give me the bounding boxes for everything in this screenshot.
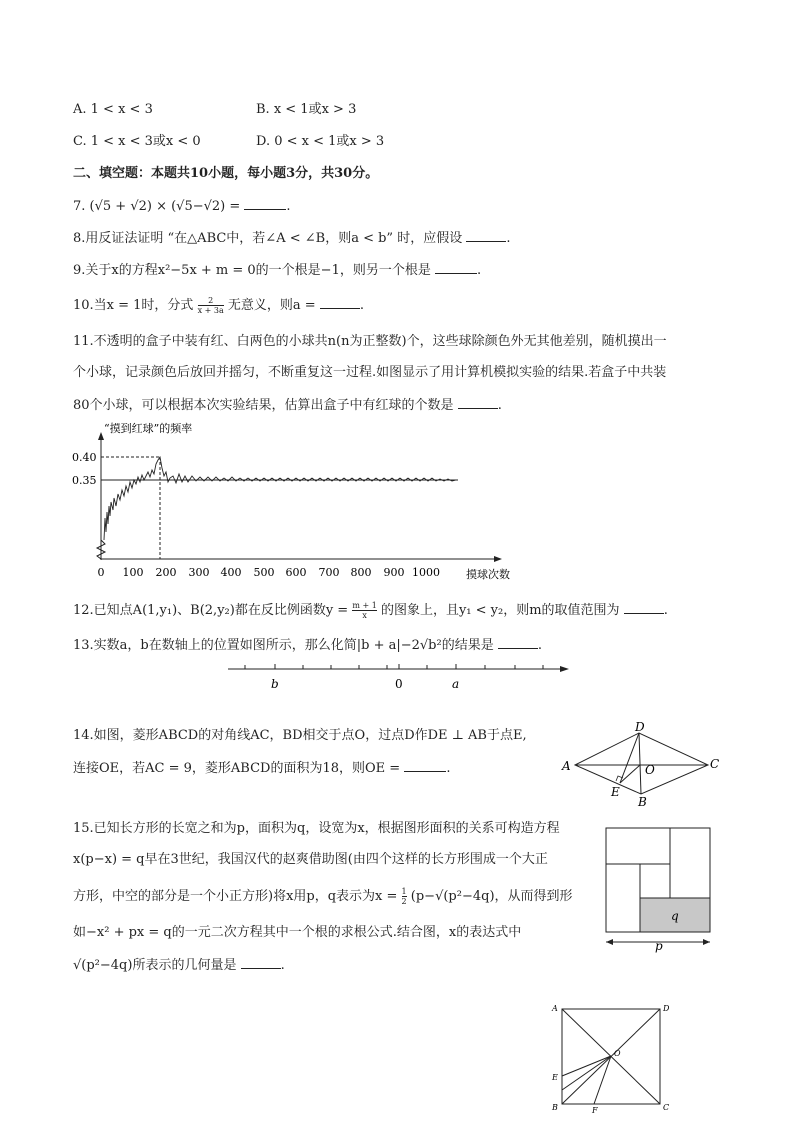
label-e: E bbox=[611, 785, 620, 799]
question-11-line-1: 11.不透明的盒子中装有红、白两色的小球共n(n为正整数)个，这些球除颜色外无其他差别，随机摸出一 bbox=[73, 334, 667, 349]
answer-blank bbox=[624, 601, 664, 614]
question-14-text: 连接OE，若AC = 9，菱形ABCD的面积为18，则OE = bbox=[73, 761, 401, 776]
y-axis-title: “摸到红球”的频率 bbox=[104, 422, 193, 435]
question-11-text: 80个小球，可以根据本次实验结果，估算出盒子中有红球的个数是 bbox=[73, 398, 454, 413]
question-12-text-b: 的图象上，且y₁ < y₂，则m的取值范围为 bbox=[380, 603, 620, 618]
question-15-line-3 bbox=[73, 887, 573, 906]
segment-de bbox=[620, 733, 639, 783]
question-15-line-5: √(p²−4q)所表示的几何量是 . bbox=[73, 958, 285, 973]
answer-blank bbox=[435, 261, 477, 274]
label-e: E bbox=[552, 1073, 558, 1082]
question-10-text-a: 10.当x = 1时，分式 bbox=[73, 298, 194, 313]
fraction-denominator: x bbox=[362, 611, 367, 620]
label-c: C bbox=[710, 757, 720, 771]
question-9-text: 9.关于x的方程x²−5x + m = 0的一个根是−1，则另一个根是 bbox=[73, 263, 431, 278]
question-15-text-a: 方形，中空的部分是一个小正方形)将x用p，q表示为x = bbox=[73, 889, 398, 904]
fraction bbox=[352, 601, 376, 620]
option-c: C. 1 < x < 3或x < 0 bbox=[73, 134, 201, 149]
question-7: 7. (√5 + √2) × (√5−√2) = . bbox=[73, 199, 291, 214]
x-tick-600: 600 bbox=[285, 566, 307, 579]
question-11-line-2: 个小球，记录颜色后放回并摇匀，不断重复这一过程.如图显示了用计算机模拟实验的结果.若盒子中共装 bbox=[73, 365, 667, 380]
question-13-text: 13.实数a，b在数轴上的位置如图所示，那么化简|b + a|−2√b²的结果是 bbox=[73, 638, 494, 653]
fraction-denominator: 2 bbox=[401, 897, 407, 906]
question-15-text: √(p²−4q)所表示的几何量是 bbox=[73, 958, 237, 973]
question-15-text-b: (p−√(p²−4q)，从而得到形 bbox=[410, 889, 573, 904]
label-zero: 0 bbox=[395, 677, 403, 691]
label-b: B bbox=[552, 1103, 558, 1112]
number-line-arrow bbox=[560, 666, 569, 672]
answer-blank bbox=[498, 636, 538, 649]
frequency-curve bbox=[104, 457, 456, 540]
x-tick-900: 900 bbox=[383, 566, 405, 579]
label-a: A bbox=[562, 759, 571, 773]
label-d: D bbox=[663, 1004, 670, 1013]
label-a: a bbox=[452, 677, 460, 691]
question-15-line-1: 15.已知长方形的长宽之和为p，面积为q，设宽为x，根据图形面积的关系可构造方程 bbox=[73, 821, 560, 836]
label-b: B bbox=[638, 795, 647, 806]
fraction-numerator: 1 bbox=[401, 887, 407, 896]
number-line-ticks bbox=[245, 664, 543, 669]
square-figure bbox=[548, 1000, 678, 1115]
question-14-line-2: 连接OE，若AC = 9，菱形ABCD的面积为18，则OE = . bbox=[73, 761, 451, 776]
label-a: A bbox=[552, 1004, 558, 1013]
label-b: b bbox=[271, 677, 279, 691]
option-a: A. 1 < x < 3 bbox=[73, 102, 153, 117]
x-axis-title: 摸球次数 bbox=[466, 568, 510, 581]
question-14-line-1: 14.如图，菱形ABCD的对角线AC，BD相交于点O，过点D作DE ⊥ AB于点E, bbox=[73, 728, 527, 743]
x-tick-1000: 1000 bbox=[412, 566, 440, 579]
fraction-denominator: x + 3a bbox=[197, 306, 224, 315]
number-line bbox=[225, 660, 575, 692]
x-tick-100: 100 bbox=[122, 566, 144, 579]
fraction bbox=[198, 296, 224, 315]
question-11-line-3: 80个小球，可以根据本次实验结果，估算出盒子中有红球的个数是 . bbox=[73, 398, 502, 413]
question-8-text: 8.用反证法证明 “在△ABC中，若∠A < ∠B，则a < b” 时，应假设 bbox=[73, 231, 463, 246]
question-12-text-a: 12.已知点A(1,y₁)、B(2,y₂)都在反比例函数y = bbox=[73, 603, 349, 618]
arrow-right bbox=[703, 939, 710, 945]
x-tick-0: 0 bbox=[97, 566, 105, 579]
label-q: q bbox=[671, 909, 679, 923]
x-tick-300: 300 bbox=[188, 566, 210, 579]
label-p: p bbox=[655, 939, 663, 953]
answer-blank bbox=[458, 396, 498, 409]
answer-blank bbox=[244, 197, 286, 210]
answer-blank bbox=[404, 759, 446, 772]
x-tick-800: 800 bbox=[350, 566, 372, 579]
rhombus-figure bbox=[558, 720, 728, 806]
rhombus-abcd bbox=[575, 733, 708, 794]
question-8: 8.用反证法证明 “在△ABC中，若∠A < ∠B，则a < b” 时，应假设 . bbox=[73, 231, 511, 246]
question-9: 9.关于x的方程x²−5x + m = 0的一个根是−1，则另一个根是 . bbox=[73, 263, 482, 278]
section-heading: 二、填空题：本题共10小题，每小题3分，共30分。 bbox=[73, 166, 379, 181]
option-b: B. x < 1或x > 3 bbox=[256, 102, 357, 117]
answer-blank bbox=[466, 229, 506, 242]
segment-of bbox=[594, 1056, 611, 1104]
label-o: O bbox=[645, 763, 655, 777]
frequency-graph bbox=[68, 420, 538, 585]
label-c: C bbox=[663, 1103, 670, 1112]
answer-blank bbox=[320, 296, 360, 309]
x-tick-500: 500 bbox=[253, 566, 275, 579]
answer-blank bbox=[241, 956, 281, 969]
fraction-numerator: m + 1 bbox=[352, 601, 377, 610]
option-d: D. 0 < x < 1或x > 3 bbox=[256, 134, 385, 149]
question-13: 13.实数a，b在数轴上的位置如图所示，那么化简|b + a|−2√b²的结果是 . bbox=[73, 638, 542, 653]
question-15-line-2: x(p−x) = q早在3世纪，我国汉代的赵爽借助图(由四个这样的长方形围成一个大正 bbox=[73, 852, 548, 867]
fraction-numerator: 2 bbox=[198, 296, 224, 306]
question-12: 12.已知点A(1,y₁)、B(2,y₂)都在反比例函数y = $\frac{m + 1}{x}$ 的图象上，且y₁ < y₂，则m的取值范围为 . bbox=[73, 601, 668, 620]
diagonal-bd bbox=[639, 733, 641, 794]
question-15-line-4: 如−x² + px = q的一元二次方程其中一个根的求根公式.结合图，x的表达式中 bbox=[73, 925, 522, 940]
question-7-text: 7. (√5 + √2) × (√5−√2) = bbox=[73, 199, 241, 214]
x-tick-700: 700 bbox=[318, 566, 340, 579]
x-tick-400: 400 bbox=[220, 566, 242, 579]
y-tick-035: 0.35 bbox=[72, 474, 97, 487]
arrow-left bbox=[606, 939, 613, 945]
label-o: O bbox=[614, 1049, 621, 1058]
x-axis-arrow bbox=[494, 556, 502, 562]
y-tick-040: 0.40 bbox=[72, 451, 97, 464]
label-d: D bbox=[635, 720, 645, 734]
x-tick-200: 200 bbox=[155, 566, 177, 579]
fraction bbox=[402, 887, 407, 906]
question-10: 10.当x = 1时，分式 $\frac{2}{x + 3a}$ 无意义，则a = . bbox=[73, 296, 364, 315]
zhao-shuang-figure bbox=[600, 824, 718, 954]
question-10-text-b: 无意义，则a = bbox=[227, 298, 316, 313]
label-f: F bbox=[592, 1106, 598, 1115]
